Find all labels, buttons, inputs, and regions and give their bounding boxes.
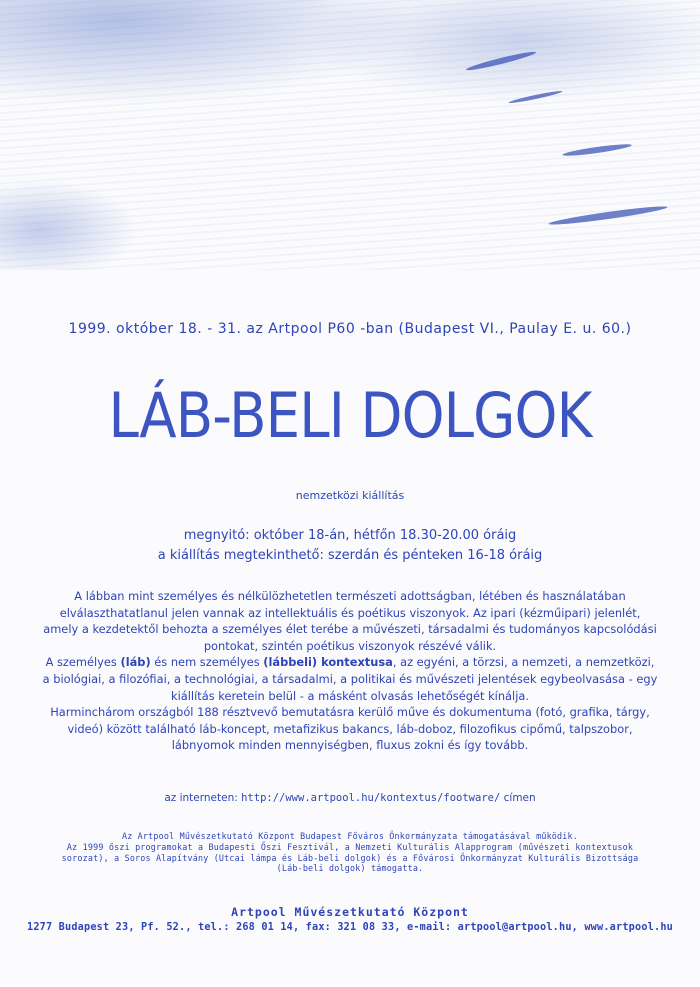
opening-hours: [0, 526, 700, 566]
speckled-print-texture: [0, 0, 700, 270]
sponsor-line: (Láb-beli dolgok) támogatta.: [276, 863, 424, 874]
sponsor-line: sorozat), a Soros Alapítvány (Utcai lámpa és Láb-beli dolgok) és a Fővárosi Önkormányzat Kulturális Bizottsága: [61, 852, 639, 863]
description: [42, 588, 658, 754]
internet-line: [0, 792, 700, 804]
organization-name: Artpool Művészetkutató Központ: [231, 905, 469, 919]
opening-line: megnyitó: október 18-án, hétfőn 18.30-20.00 óráig: [183, 528, 517, 543]
text-span: és nem személyes: [150, 655, 264, 670]
internet-prefix: az interneten:: [164, 792, 242, 804]
paragraph-participants: Harminchárom országból 188 résztvevő bemutatásra kerülő műve és dokumentuma (fotó, grafika, tárgy, videó) között található láb-koncept, metafizikus bakancs, láb-doboz, filozofikus cipőmű, talpszobor, lábnyomok minden mennyiségben, fluxus zokni és így tovább.: [50, 705, 650, 753]
paragraph-context: [42, 654, 658, 704]
exhibition-title: LÁB-BELI DOLGOK: [108, 379, 592, 452]
internet-suffix: címen: [500, 792, 536, 804]
text-span: A személyes: [45, 655, 121, 670]
text-span: , az egyéni, a törzsi, a nemzeti, a nemzetközi, a biológiai, a filozófiai, a technológiai, a társadalmi, a politikai és művészeti jelentések egybeolvasása - egy kiállítás keretein belül - a másként olvasás lehetőségét kínálja.: [42, 655, 658, 703]
sponsor-line: Az 1999 őszi programokat a Budapesti Őszi Fesztivál, a Nemzeti Kulturális Alapprogram (művészeti kontextusok: [66, 841, 634, 852]
sponsor-line: Az Artpool Művészetkutató Központ Budapest Főváros Önkormányzata támogatásával működik.: [121, 831, 579, 841]
contact-address: 1277 Budapest 23, Pf. 52., tel.: 268 01 14, fax: 321 08 33, e-mail: artpool@artpool.hu, www.artpool.hu: [26, 922, 673, 933]
sponsor-notice: [60, 831, 640, 874]
viewing-hours-line: a kiállítás megtekinthető: szerdán és pénteken 16-18 óráig: [157, 548, 543, 563]
bold-term: (láb): [120, 655, 151, 670]
bold-term: (lábbeli) kontextusa: [263, 655, 393, 670]
exhibition-dateline: 1999. október 18. - 31. az Artpool P60 -ban (Budapest VI., Paulay E. u. 60.): [68, 321, 632, 337]
exhibition-subtitle: nemzetközi kiállítás: [295, 489, 405, 502]
paragraph-intro: A lábban mint személyes és nélkülözhetetlen természeti adottságban, létében és használatában elválaszthatatlanul jelen vannak az intellektuális és poétikus viszonyok. Az ipari (kézműipari) jelenlét, amely a kezdetektől behozta a személyes élet terébe a művészeti, társadalmi és tudományos kapcsolódási pontokat, szintén poétikus viszonyok részévé válik.: [43, 589, 657, 653]
website-link[interactable]: http://www.artpool.hu/kontextus/footware/: [241, 792, 501, 804]
